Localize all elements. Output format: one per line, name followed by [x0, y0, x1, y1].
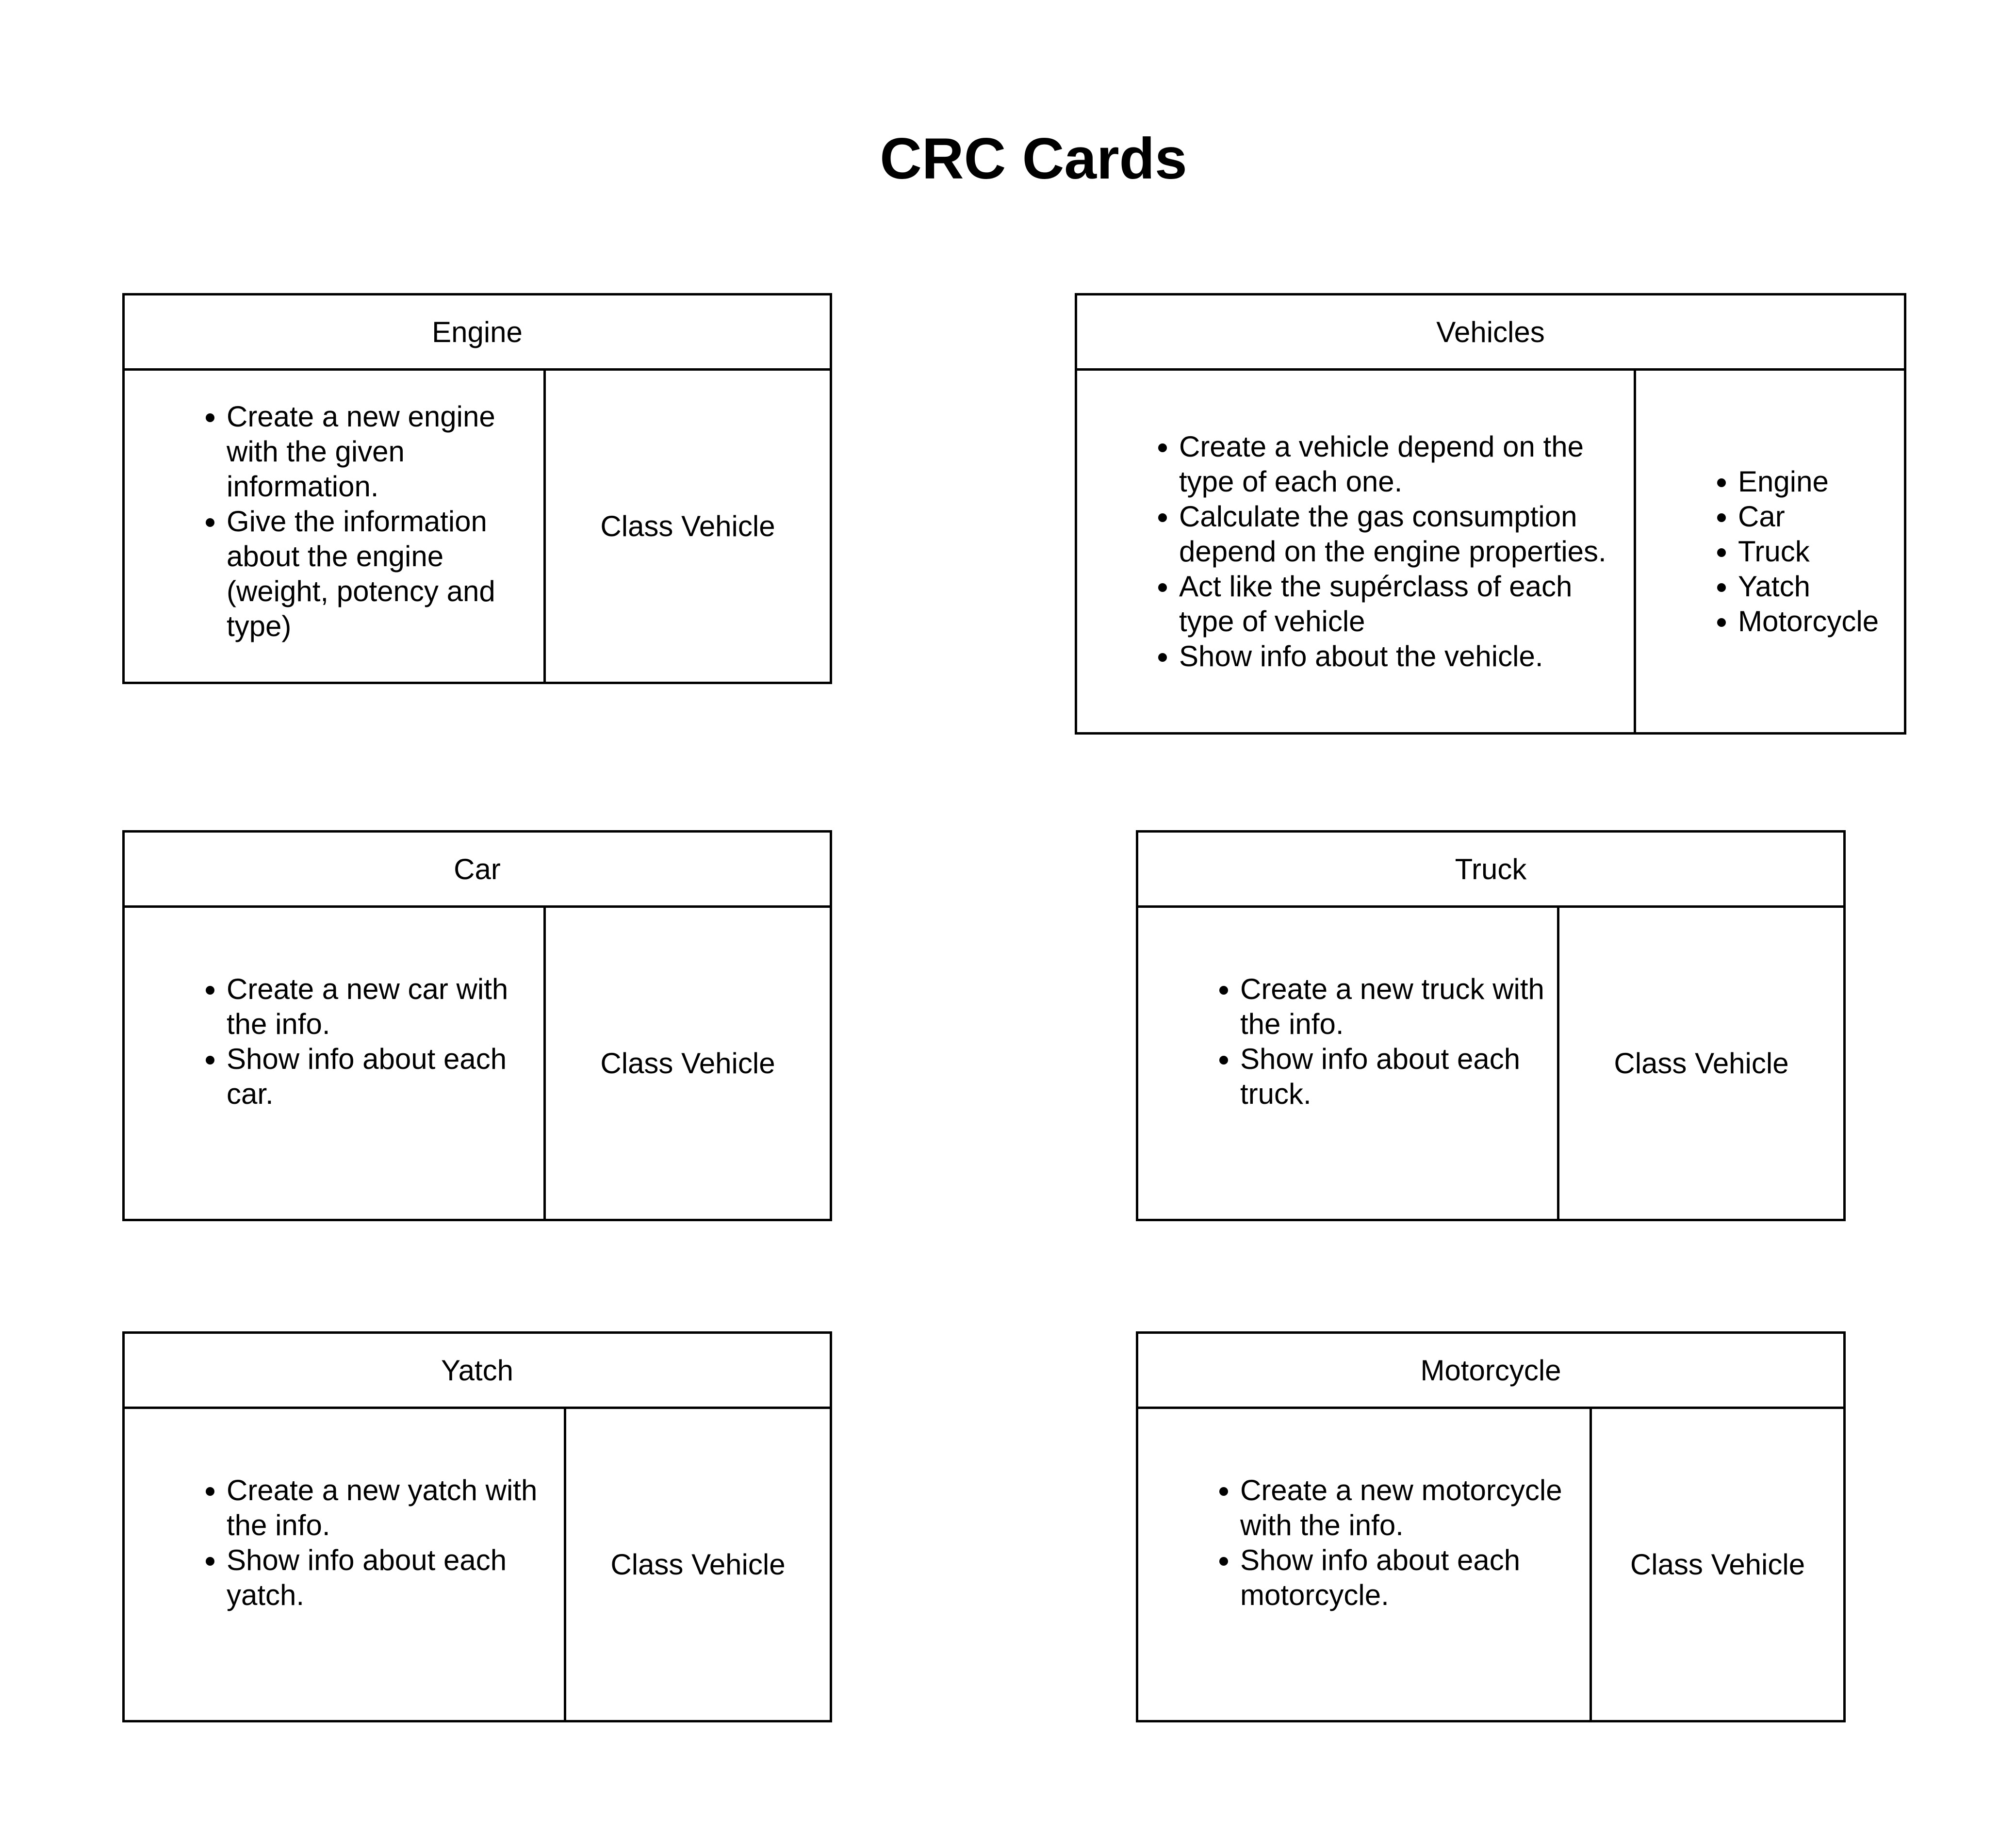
- crc-card-motorcycle: [1136, 1331, 1846, 1722]
- card-responsibilities: [1077, 371, 1636, 732]
- responsibilities-list: [125, 399, 543, 644]
- card-class-name: Motorcycle: [1138, 1334, 1843, 1409]
- responsibility-item: • Give the information about the engine (weight, potency and type): [227, 504, 534, 644]
- card-class-name: Truck: [1138, 833, 1843, 908]
- responsibility-item: • Show info about each yatch.: [227, 1543, 554, 1613]
- page-title: CRC Cards: [880, 126, 1187, 191]
- crc-card-engine: [122, 293, 832, 684]
- collaborators-list: [1636, 464, 1888, 639]
- responsibility-item: • Create a new yatch with the info.: [227, 1473, 554, 1543]
- card-responsibilities: [1138, 908, 1559, 1219]
- collaborator-item: • Yatch: [1738, 569, 1879, 604]
- collaborator-item: • Car: [1738, 499, 1879, 534]
- responsibilities-list: [125, 972, 543, 1112]
- responsibility-item: • Create a new car with the info.: [227, 972, 534, 1042]
- card-responsibilities: [125, 371, 546, 682]
- responsibilities-list: [125, 1473, 564, 1613]
- responsibility-item: • Act like the supérclass of each type of vehicle: [1179, 569, 1624, 639]
- responsibility-item: • Create a new truck with the info.: [1240, 972, 1547, 1042]
- card-responsibilities: [1138, 1409, 1592, 1720]
- card-responsibilities: [125, 1409, 566, 1720]
- responsibility-item: • Show info about the vehicle.: [1179, 639, 1624, 674]
- responsibilities-list: [1138, 972, 1557, 1112]
- responsibilities-list: [1138, 1473, 1590, 1613]
- card-collaborators: Class Vehicle: [1630, 1548, 1805, 1581]
- crc-card-yatch: [122, 1331, 832, 1722]
- responsibility-item: • Show info about each car.: [227, 1042, 534, 1112]
- card-collaborators: Class Vehicle: [600, 1047, 775, 1080]
- responsibility-item: • Create a new engine with the given information.: [227, 399, 534, 504]
- card-responsibilities: [125, 908, 546, 1219]
- card-class-name: Vehicles: [1077, 295, 1904, 371]
- responsibility-item: • Calculate the gas consumption depend on the engine properties.: [1179, 499, 1624, 569]
- card-collaborators: Class Vehicle: [1614, 1047, 1789, 1080]
- responsibility-item: • Create a new motorcycle with the info.: [1240, 1473, 1580, 1543]
- card-class-name: Engine: [125, 295, 830, 371]
- card-collaborators: Class Vehicle: [610, 1548, 786, 1581]
- crc-card-vehicles: [1075, 293, 1906, 735]
- card-collaborators: Class Vehicle: [600, 510, 775, 542]
- responsibility-item: • Show info about each truck.: [1240, 1042, 1547, 1112]
- responsibilities-list: [1077, 429, 1634, 674]
- collaborator-item: • Engine: [1738, 464, 1879, 499]
- card-class-name: Yatch: [125, 1334, 830, 1409]
- responsibility-item: • Create a vehicle depend on the type of each one.: [1179, 429, 1624, 499]
- crc-card-car: [122, 830, 832, 1221]
- card-class-name: Car: [125, 833, 830, 908]
- card-collaborators: [1636, 371, 1904, 732]
- responsibility-item: • Show info about each motorcycle.: [1240, 1543, 1580, 1613]
- collaborator-item: • Motorcycle: [1738, 604, 1879, 639]
- crc-card-truck: [1136, 830, 1846, 1221]
- collaborator-item: • Truck: [1738, 534, 1879, 569]
